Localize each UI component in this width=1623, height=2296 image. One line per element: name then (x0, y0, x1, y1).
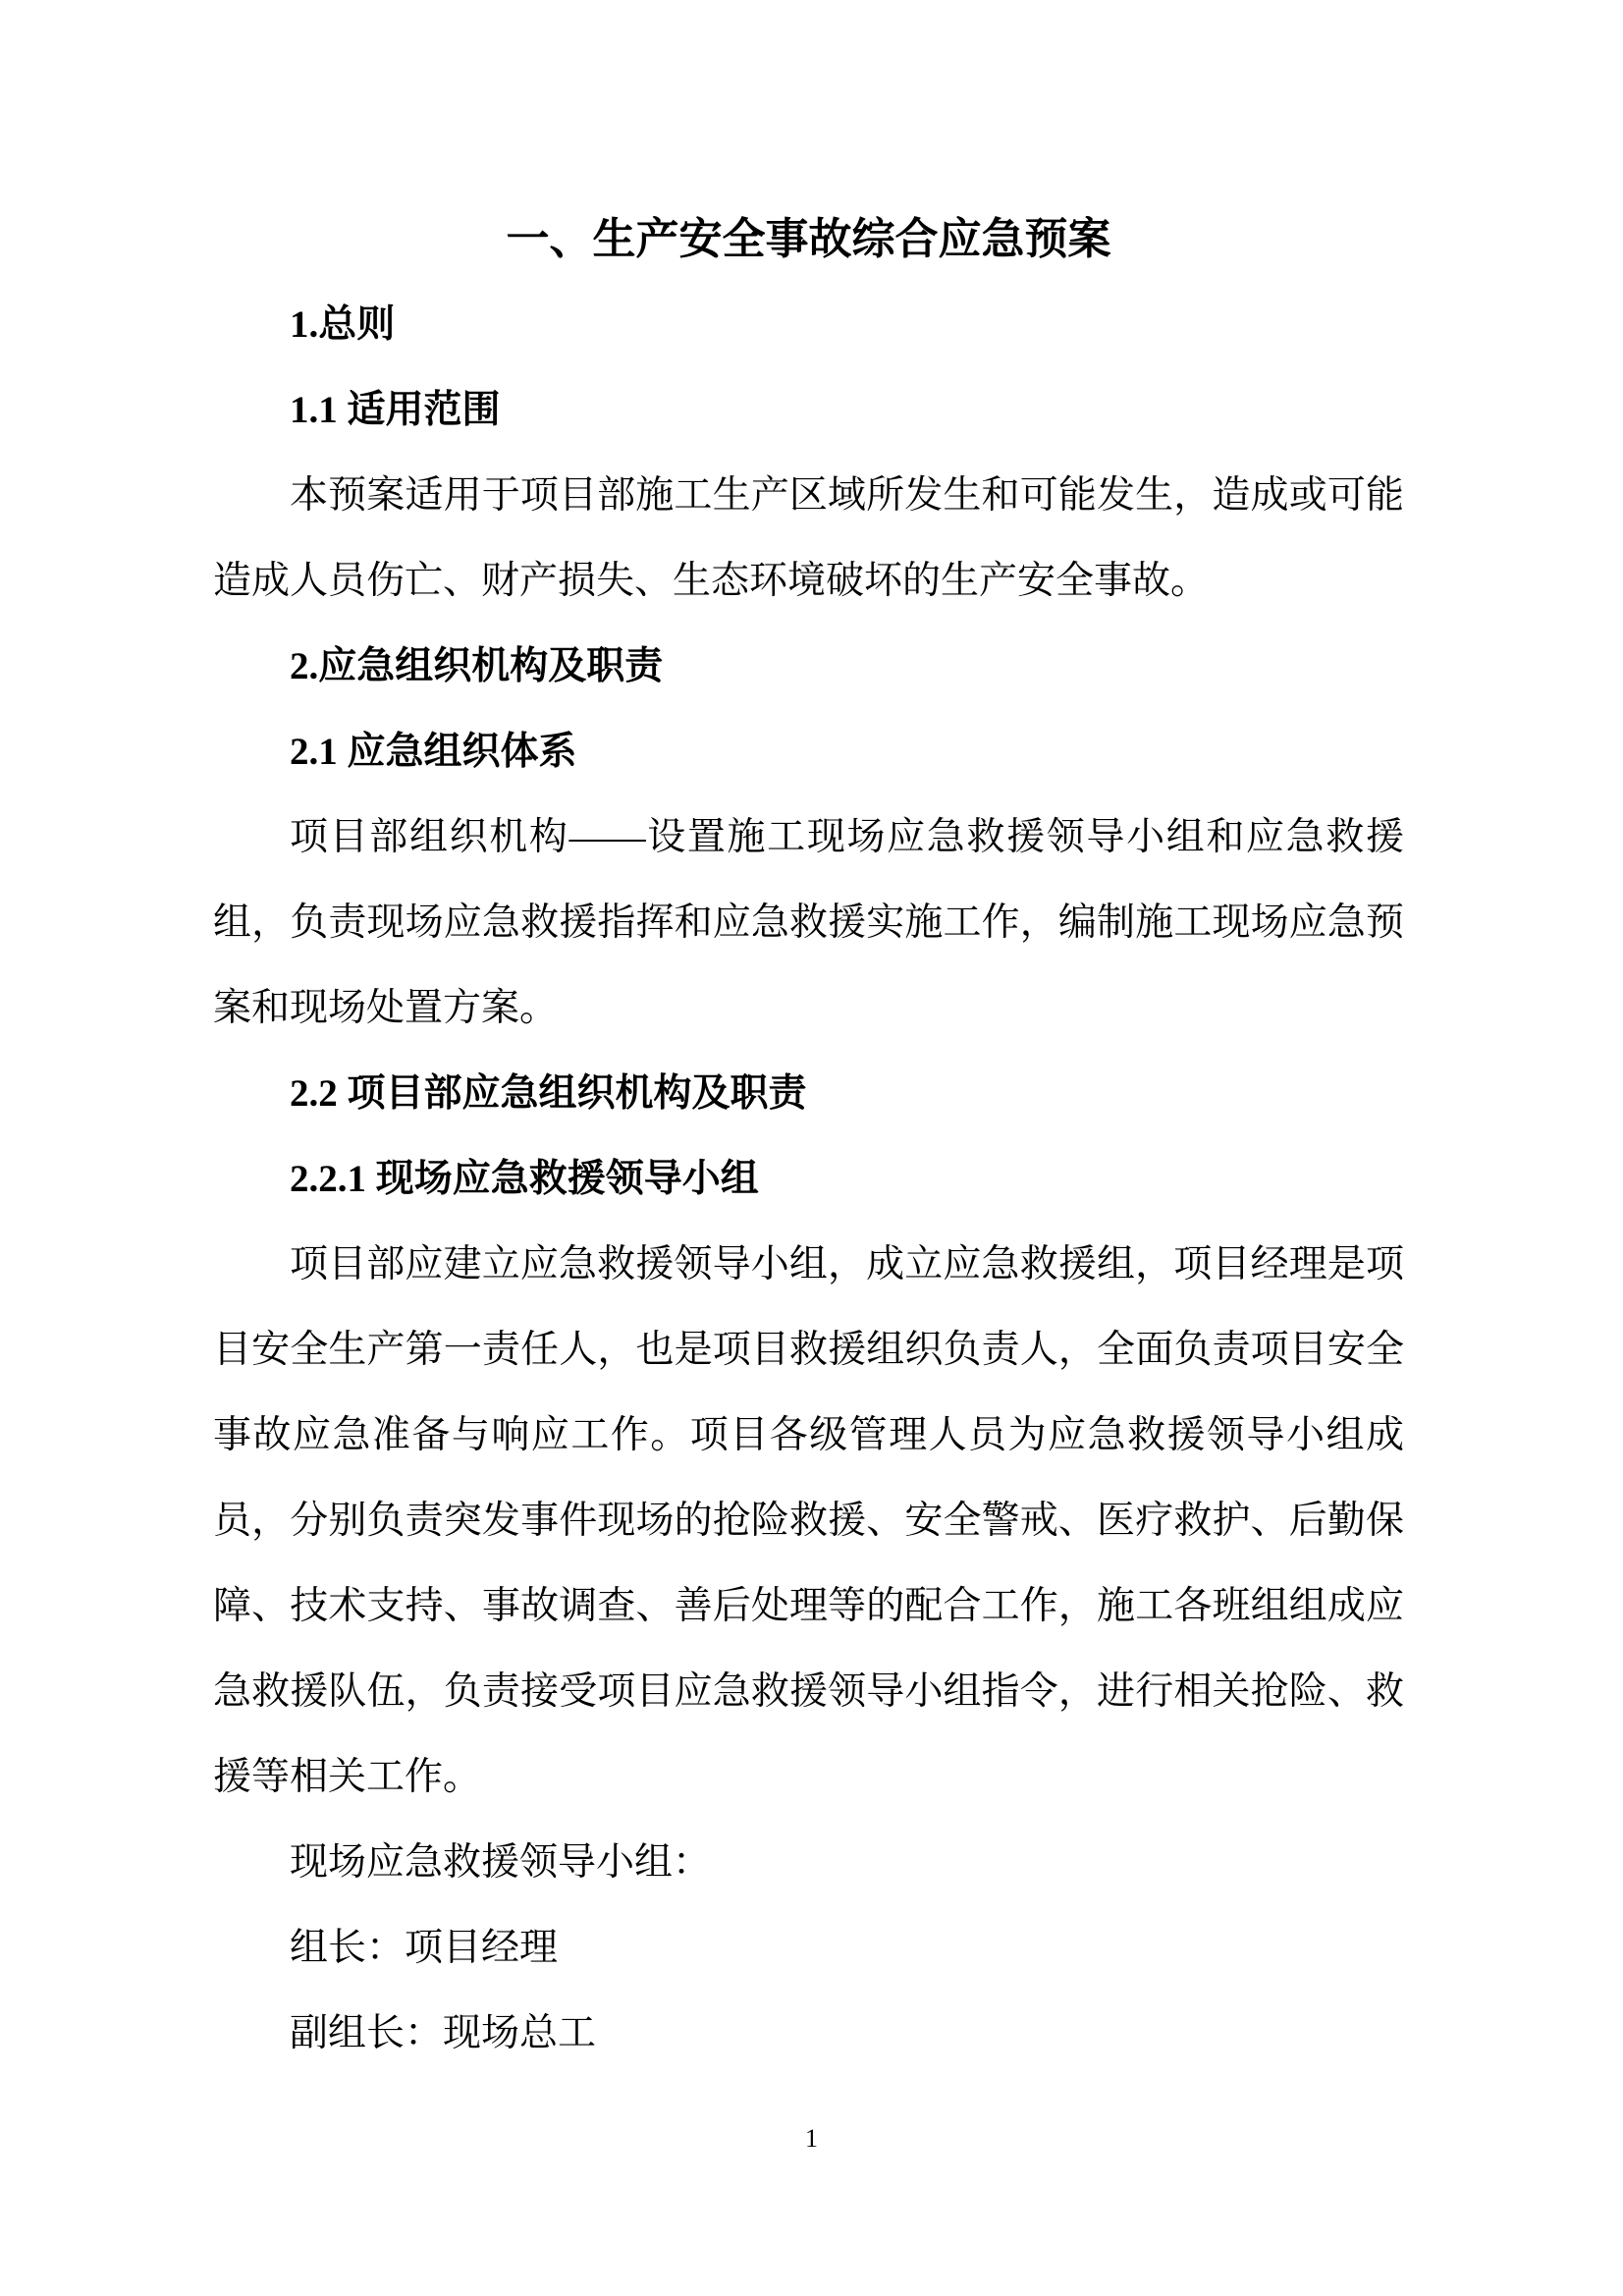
section-heading: 2.1 应急组织体系 (290, 731, 577, 773)
section-heading: 2.应急组织机构及职责 (290, 645, 664, 687)
paragraph: 本预案适用于项目部施工生产区域所发生和可能发生，造成或可能造成人员伤亡、财产损失、生态环境破坏的生产安全事故。 (213, 474, 1404, 602)
document-title: 一、生产安全事故综合应急预案 (506, 215, 1111, 263)
page-number: 1 (805, 2124, 818, 2153)
section-heading: 2.2 项目部应急组织机构及职责 (290, 1072, 807, 1115)
paragraph: 组长：项目经理 (290, 1927, 559, 1969)
section-heading: 1.1 适用范围 (290, 389, 501, 431)
section-heading: 2.2.1 现场应急救援领导小组 (290, 1158, 759, 1200)
page-footer (0, 2119, 1623, 2159)
paragraph: 项目部组织机构——设置施工现场应急救援领导小组和应急救援组，负责现场应急救援指挥和应急救援实施工作，编制施工现场应急预案和现场处置方案。 (213, 816, 1404, 1029)
paragraph: 副组长：现场总工 (290, 2012, 597, 2054)
paragraph: 项目部应建立应急救援领导小组，成立应急救援组，项目经理是项目安全生产第一责任人，也是项目救援组织负责人，全面负责项目安全事故应急准备与响应工作。项目各级管理人员为应急救援领导小组成员，分别负责突发事件现场的抢险救援、安全警戒、医疗救护、后勤保障、技术支持、事故调查、善后处理等的配合工作，施工各班组组成应急救援队伍，负责接受项目应急救援领导小组指令，进行相关抢险、救援等相关工作。 (213, 1243, 1404, 1798)
document-body (213, 196, 1404, 2076)
paragraph: 现场应急救援领导小组： (290, 1841, 712, 1884)
section-heading: 1.总则 (290, 303, 396, 346)
